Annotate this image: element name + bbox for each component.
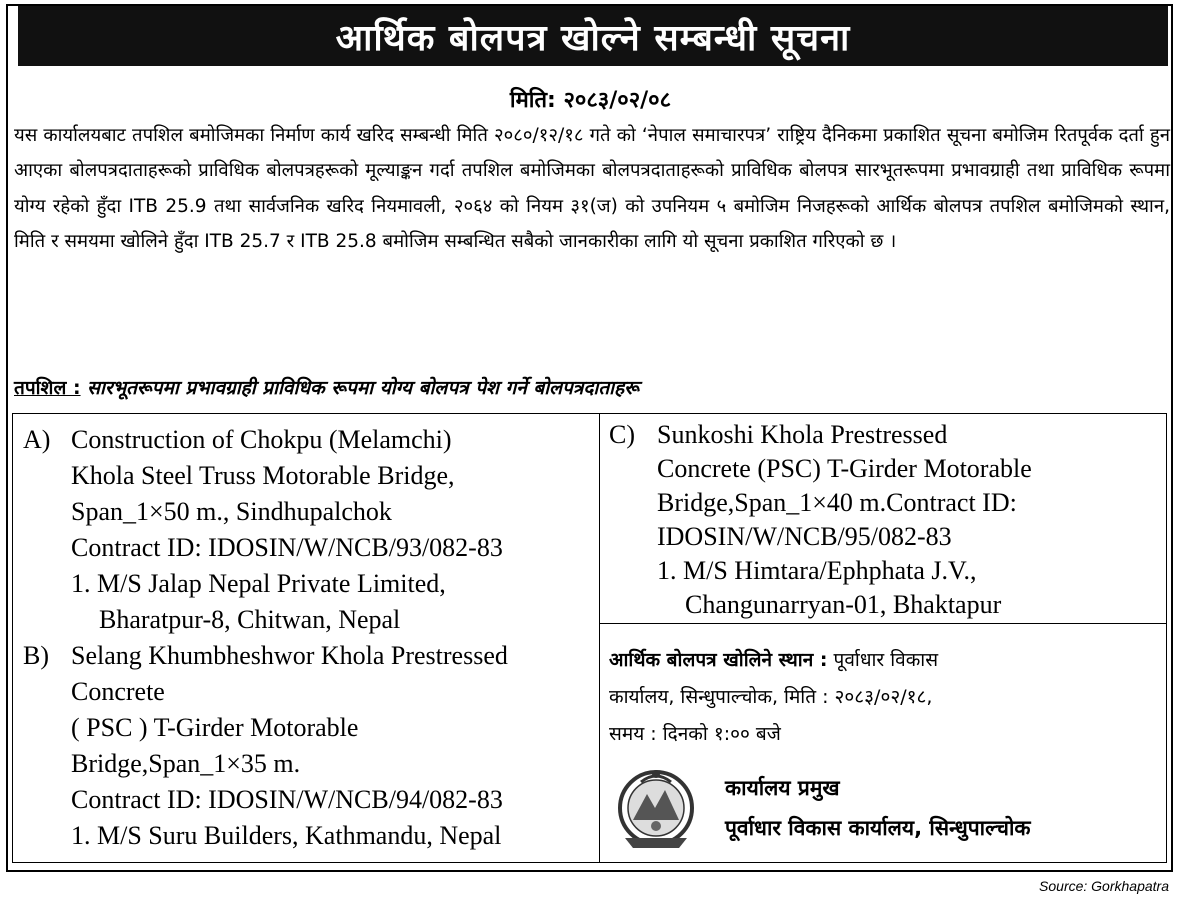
table-divider-vertical [599,414,600,862]
lot-c-line: Bridge,Span_1×40 m.Contract ID: [657,488,1017,517]
lot-c [609,418,1164,554]
notice-date: मिति: २०८३/०२/०८ [509,88,672,113]
details-label: तपशिल : [14,377,81,399]
lot-b-line: Concrete [71,677,165,706]
lot-b-line: Selang Khumbheshwor Khola Prestressed [71,641,508,670]
lot-b-line: ( PSC ) T-Girder Motorable [71,713,359,742]
lots-left-column [23,422,595,854]
lot-c-line: Sunkoshi Khola Prestressed [657,420,948,449]
signature-block [725,768,1031,848]
lot-a-line: Construction of Chokpu (Melamchi) [71,425,452,454]
opening-place: पूर्वाधार विकास [827,649,939,671]
lot-c-bidder-address: Changunarryan-01, Bhaktapur [685,590,1002,619]
source-caption: Source: Gorkhapatra [1039,878,1169,894]
opening-info [609,642,1157,753]
opening-place-date: कार्यालय, सिन्धुपाल्चोक, मिति : २०८३/०२/१८, [609,686,933,708]
government-emblem-icon [615,764,697,854]
details-description: सारभूतरूपमा प्रभावग्राही प्राविधिक रूपमा योग्य बोलपत्र पेश गर्ने बोलपत्रदाताहरू [80,377,639,399]
table-divider-horizontal [599,623,1166,624]
lot-b-line: Bridge,Span_1×35 m. [71,749,301,778]
notice-title-text: आर्थिक बोलपत्र खोल्ने सम्बन्धी सूचना [335,17,851,59]
lot-a-line: Contract ID: IDOSIN/W/NCB/93/082-83 [71,533,503,562]
signature-office: पूर्वाधार विकास कार्यालय, सिन्धुपाल्चोक [725,816,1031,840]
lots-right-column [609,418,1164,622]
lot-b-bidder: 1. M/S Suru Builders, Kathmandu, Nepal [71,821,502,850]
lot-c-bidder: 1. M/S Himtara/Ephphata J.V., [657,556,977,585]
lot-c-line: Concrete (PSC) T-Girder Motorable [657,454,1032,483]
opening-time: समय : दिनको १:०० बजे [609,723,781,745]
opening-label: आर्थिक बोलपत्र खोलिने स्थान : [609,649,828,671]
lot-c-line: IDOSIN/W/NCB/95/082-83 [657,522,952,551]
lot-b-tag: B) [23,641,49,670]
lot-a-bidder: 1. M/S Jalap Nepal Private Limited, [71,569,446,598]
signature-title: कार्यालय प्रमुख [725,776,840,800]
details-heading [14,374,1174,400]
lot-a [23,422,595,566]
notice-body: यस कार्यालयबाट तपशिल बमोजिमका निर्माण कार्य खरिद सम्बन्धी मिति २०८०/१२/१८ गते को ‘नेपाल समाचारपत्र’ राष्ट्रिय दैनिकमा प्रकाशित सूचना बमोजिम रितपूर्वक दर्ता हुन आएका बोलपत्रदाताहरूको प्राविधिक बोलपत्रहरूको मूल्याङ्कन गर्दा तपशिल बमोजिमका बोलपत्रदाताहरूको प्राविधिक बोलपत्र सारभूतरूपमा प्रभावग्राही तथा प्राविधिक रूपमा योग्य रहेको हुँदा ITB 25.9 तथा सार्वजनिक खरिद नियमावली, २०६४ को नियम ३१(ज) को उपनियम ५ बमोजिम निजहरूको आर्थिक बोलपत्र तपशिल बमोजिमको स्थान, मिति र समयमा खोलिने हुँदा ITB 25.7 र ITB 25.8 बमोजिम सम्बन्धित सबैको जानकारीका लागि यो सूचना प्रकाशित गरिएको छ । [14,125,1170,252]
notice-title [18,6,1168,66]
lot-a-tag: A) [23,425,51,454]
lot-a-line: Span_1×50 m., Sindhupalchok [71,497,392,526]
lot-a-line: Khola Steel Truss Motorable Bridge, [71,461,455,490]
lot-b-line: Contract ID: IDOSIN/W/NCB/94/082-83 [71,785,503,814]
lot-c-tag: C) [609,420,635,449]
lot-a-bidder-address: Bharatpur-8, Chitwan, Nepal [99,605,401,634]
lot-b [23,638,595,818]
bidders-table [12,413,1167,863]
